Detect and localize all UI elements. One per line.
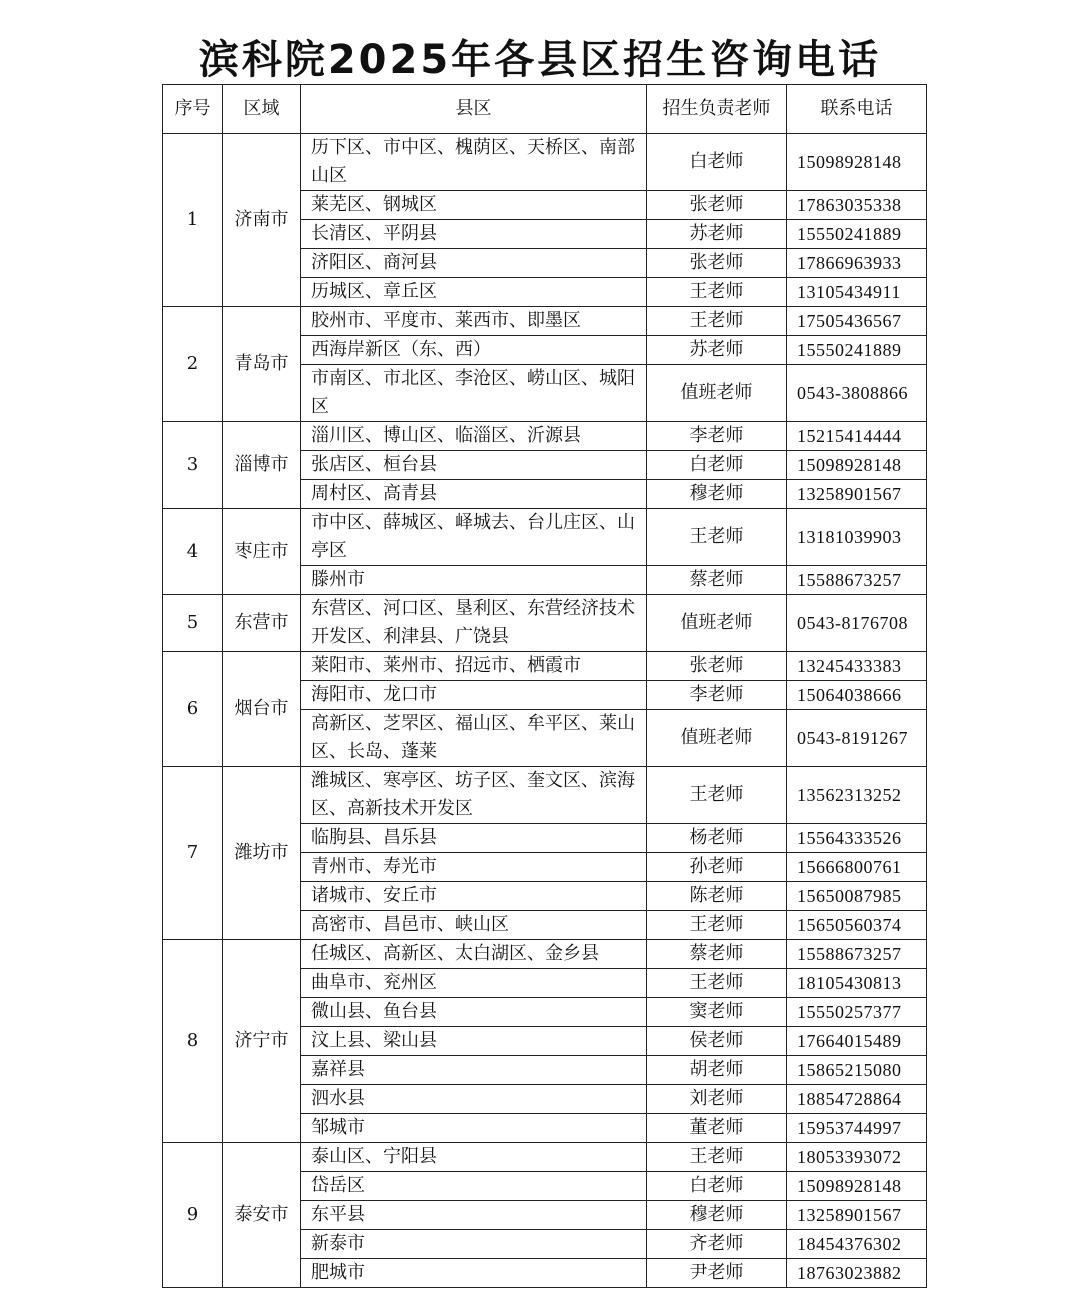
teacher-cell: 李老师 <box>647 422 787 451</box>
phone-cell: 13258901567 <box>787 1201 927 1230</box>
districts-cell: 西海岸新区（东、西） <box>301 336 647 365</box>
teacher-cell: 王老师 <box>647 278 787 307</box>
districts-cell: 嘉祥县 <box>301 1056 647 1085</box>
teacher-cell: 胡老师 <box>647 1056 787 1085</box>
region-cell: 潍坊市 <box>223 767 301 940</box>
teacher-cell: 苏老师 <box>647 336 787 365</box>
teacher-cell: 刘老师 <box>647 1085 787 1114</box>
teacher-cell: 侯老师 <box>647 1027 787 1056</box>
phone-cell: 15865215080 <box>787 1056 927 1085</box>
teacher-cell: 王老师 <box>647 1143 787 1172</box>
phone-cell: 17664015489 <box>787 1027 927 1056</box>
header-districts: 县区 <box>301 85 647 134</box>
teacher-cell: 李老师 <box>647 681 787 710</box>
districts-cell: 济阳区、商河县 <box>301 249 647 278</box>
phone-cell: 15098928148 <box>787 1172 927 1201</box>
region-cell: 济南市 <box>223 134 301 307</box>
teacher-cell: 窦老师 <box>647 998 787 1027</box>
table-row <box>163 652 927 681</box>
teacher-cell: 穆老师 <box>647 480 787 509</box>
teacher-cell: 齐老师 <box>647 1230 787 1259</box>
phone-cell: 18105430813 <box>787 969 927 998</box>
phone-cell: 15588673257 <box>787 940 927 969</box>
table-body <box>163 134 927 1288</box>
teacher-cell: 蔡老师 <box>647 566 787 595</box>
districts-cell: 曲阜市、兖州区 <box>301 969 647 998</box>
teacher-cell: 值班老师 <box>647 710 787 767</box>
districts-cell: 东营区、河口区、垦利区、东营经济技术开发区、利津县、广饶县 <box>301 595 647 652</box>
districts-cell: 东平县 <box>301 1201 647 1230</box>
districts-cell: 邹城市 <box>301 1114 647 1143</box>
teacher-cell: 孙老师 <box>647 853 787 882</box>
districts-cell: 任城区、高新区、太白湖区、金乡县 <box>301 940 647 969</box>
phone-cell: 18454376302 <box>787 1230 927 1259</box>
districts-cell: 岱岳区 <box>301 1172 647 1201</box>
districts-cell: 高新区、芝罘区、福山区、牟平区、莱山区、长岛、蓬莱 <box>301 710 647 767</box>
phone-cell: 13105434911 <box>787 278 927 307</box>
districts-cell: 周村区、高青县 <box>301 480 647 509</box>
phone-cell: 15650087985 <box>787 882 927 911</box>
districts-cell: 莱芜区、钢城区 <box>301 191 647 220</box>
phone-cell: 15064038666 <box>787 681 927 710</box>
districts-cell: 海阳市、龙口市 <box>301 681 647 710</box>
row-index: 5 <box>163 595 223 652</box>
phone-cell: 13258901567 <box>787 480 927 509</box>
region-cell: 济宁市 <box>223 940 301 1143</box>
region-cell: 淄博市 <box>223 422 301 509</box>
header-region: 区域 <box>223 85 301 134</box>
districts-cell: 张店区、桓台县 <box>301 451 647 480</box>
phone-cell: 13181039903 <box>787 509 927 566</box>
region-cell: 东营市 <box>223 595 301 652</box>
phone-cell: 15666800761 <box>787 853 927 882</box>
districts-cell: 长清区、平阴县 <box>301 220 647 249</box>
phone-cell: 17505436567 <box>787 307 927 336</box>
teacher-cell: 王老师 <box>647 767 787 824</box>
districts-cell: 莱阳市、莱州市、招远市、栖霞市 <box>301 652 647 681</box>
row-index: 2 <box>163 307 223 422</box>
table-row <box>163 307 927 336</box>
teacher-cell: 值班老师 <box>647 365 787 422</box>
districts-cell: 肥城市 <box>301 1259 647 1288</box>
districts-cell: 市南区、市北区、李沧区、崂山区、城阳区 <box>301 365 647 422</box>
districts-cell: 历城区、章丘区 <box>301 278 647 307</box>
teacher-cell: 张老师 <box>647 191 787 220</box>
header-teacher: 招生负责老师 <box>647 85 787 134</box>
phone-cell: 17866963933 <box>787 249 927 278</box>
teacher-cell: 蔡老师 <box>647 940 787 969</box>
phone-cell: 15650560374 <box>787 911 927 940</box>
row-index: 1 <box>163 134 223 307</box>
districts-cell: 泰山区、宁阳县 <box>301 1143 647 1172</box>
phone-cell: 0543-8191267 <box>787 710 927 767</box>
table-row <box>163 595 927 652</box>
phone-cell: 15550241889 <box>787 336 927 365</box>
teacher-cell: 白老师 <box>647 134 787 191</box>
districts-cell: 青州市、寿光市 <box>301 853 647 882</box>
row-index: 9 <box>163 1143 223 1288</box>
phone-cell: 0543-3808866 <box>787 365 927 422</box>
row-index: 7 <box>163 767 223 940</box>
teacher-cell: 值班老师 <box>647 595 787 652</box>
phone-cell: 13245433383 <box>787 652 927 681</box>
teacher-cell: 张老师 <box>647 652 787 681</box>
region-cell: 烟台市 <box>223 652 301 767</box>
row-index: 8 <box>163 940 223 1143</box>
districts-cell: 滕州市 <box>301 566 647 595</box>
districts-cell: 汶上县、梁山县 <box>301 1027 647 1056</box>
teacher-cell: 董老师 <box>647 1114 787 1143</box>
region-cell: 枣庄市 <box>223 509 301 595</box>
table-row <box>163 767 927 824</box>
phone-cell: 17863035338 <box>787 191 927 220</box>
teacher-cell: 白老师 <box>647 1172 787 1201</box>
districts-cell: 新泰市 <box>301 1230 647 1259</box>
districts-cell: 历下区、市中区、槐荫区、天桥区、南部山区 <box>301 134 647 191</box>
teacher-cell: 王老师 <box>647 509 787 566</box>
page-title: 滨科院2025年各县区招生咨询电话 <box>198 37 882 83</box>
table-header-row <box>163 85 927 134</box>
phone-cell: 15098928148 <box>787 134 927 191</box>
teacher-cell: 苏老师 <box>647 220 787 249</box>
row-index: 3 <box>163 422 223 509</box>
table-row <box>163 509 927 566</box>
districts-cell: 诸城市、安丘市 <box>301 882 647 911</box>
teacher-cell: 王老师 <box>647 969 787 998</box>
region-cell: 泰安市 <box>223 1143 301 1288</box>
phone-cell: 15215414444 <box>787 422 927 451</box>
region-cell: 青岛市 <box>223 307 301 422</box>
phone-cell: 15953744997 <box>787 1114 927 1143</box>
teacher-cell: 尹老师 <box>647 1259 787 1288</box>
teacher-cell: 陈老师 <box>647 882 787 911</box>
phone-cell: 15588673257 <box>787 566 927 595</box>
contact-table <box>162 84 927 1288</box>
districts-cell: 微山县、鱼台县 <box>301 998 647 1027</box>
districts-cell: 泗水县 <box>301 1085 647 1114</box>
phone-cell: 15098928148 <box>787 451 927 480</box>
teacher-cell: 王老师 <box>647 307 787 336</box>
table-row <box>163 134 927 191</box>
districts-cell: 淄川区、博山区、临淄区、沂源县 <box>301 422 647 451</box>
phone-cell: 13562313252 <box>787 767 927 824</box>
teacher-cell: 白老师 <box>647 451 787 480</box>
teacher-cell: 张老师 <box>647 249 787 278</box>
phone-cell: 18053393072 <box>787 1143 927 1172</box>
header-phone: 联系电话 <box>787 85 927 134</box>
header-index: 序号 <box>163 85 223 134</box>
phone-cell: 18854728864 <box>787 1085 927 1114</box>
phone-cell: 15550241889 <box>787 220 927 249</box>
phone-cell: 15550257377 <box>787 998 927 1027</box>
table-row <box>163 1143 927 1172</box>
districts-cell: 高密市、昌邑市、峡山区 <box>301 911 647 940</box>
row-index: 6 <box>163 652 223 767</box>
districts-cell: 潍城区、寒亭区、坊子区、奎文区、滨海区、高新技术开发区 <box>301 767 647 824</box>
teacher-cell: 王老师 <box>647 911 787 940</box>
phone-cell: 0543-8176708 <box>787 595 927 652</box>
teacher-cell: 杨老师 <box>647 824 787 853</box>
phone-cell: 15564333526 <box>787 824 927 853</box>
districts-cell: 临朐县、昌乐县 <box>301 824 647 853</box>
districts-cell: 胶州市、平度市、莱西市、即墨区 <box>301 307 647 336</box>
table-row <box>163 422 927 451</box>
teacher-cell: 穆老师 <box>647 1201 787 1230</box>
phone-cell: 18763023882 <box>787 1259 927 1288</box>
districts-cell: 市中区、薛城区、峄城去、台儿庄区、山亭区 <box>301 509 647 566</box>
table-row <box>163 940 927 969</box>
row-index: 4 <box>163 509 223 595</box>
